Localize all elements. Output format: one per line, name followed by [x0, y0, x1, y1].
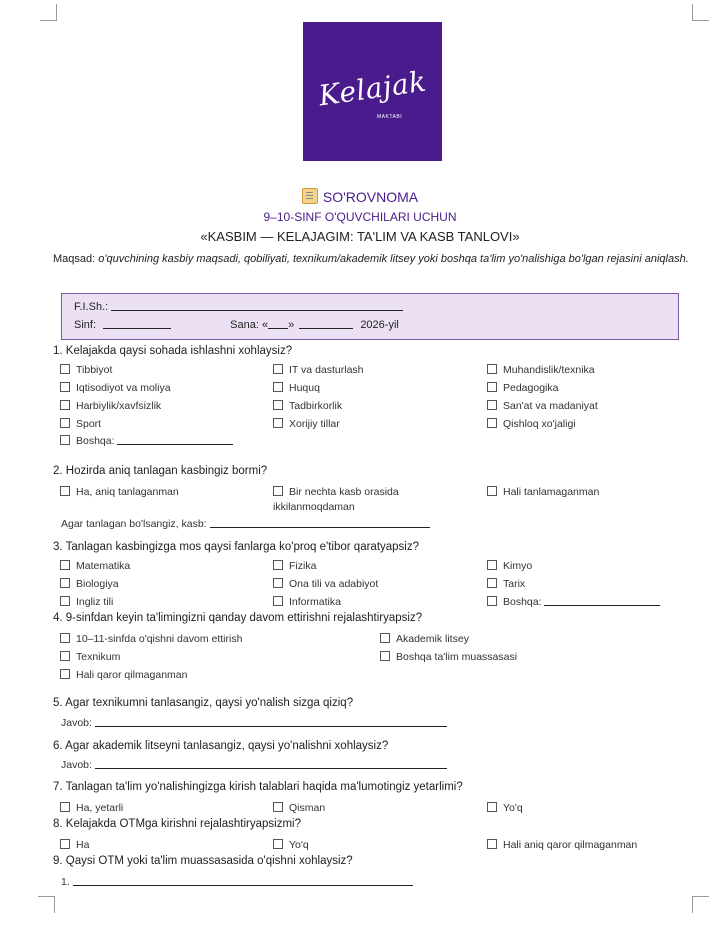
q1-option[interactable]: San'at va madaniyat	[487, 400, 598, 412]
q4-option[interactable]: Boshqa ta'lim muassasasi	[380, 651, 517, 663]
q9-answer: 1.	[61, 876, 413, 888]
crop-mark-bottom-left	[38, 896, 55, 913]
checkbox[interactable]	[380, 651, 390, 661]
class-date-row	[74, 319, 399, 331]
question-7: 7. Tanlagan ta'lim yo'nalishingizga kirish talablari haqida ma'lumotingiz yetarlimi?	[53, 781, 463, 793]
q1-option[interactable]: Xorijiy tillar	[273, 418, 340, 430]
checkbox[interactable]	[273, 486, 283, 496]
checkbox[interactable]	[487, 578, 497, 588]
question-9: 9. Qaysi OTM yoki ta'lim muassasasida o'qishni xohlaysiz?	[53, 855, 353, 867]
question-5: 5. Agar texnikumni tanlasangiz, qaysi yo'nalish sizga qiziq?	[53, 697, 354, 709]
goal-text: o'quvchining kasbiy maqsadi, qobiliyati, texnikum/akademik litsey yoki boshqa ta'lim yo'nalishiga bo'lgan rejasini aniqlash.	[98, 253, 689, 265]
checkbox[interactable]	[487, 382, 497, 392]
logo-wordmark: Kelajak	[316, 64, 429, 113]
checkbox[interactable]	[60, 839, 70, 849]
question-4: 4. 9-sinfdan keyin ta'limingizni qanday davom ettirishni rejalashtiryapsiz?	[53, 612, 423, 624]
q7-option[interactable]: Qisman	[273, 802, 325, 814]
year-label: 2026-yil	[360, 319, 399, 331]
q3-option[interactable]: Fizika	[273, 560, 316, 572]
checkbox[interactable]	[487, 839, 497, 849]
profession-field[interactable]	[210, 527, 430, 528]
checkbox[interactable]	[487, 364, 497, 374]
q1-option-other[interactable]: Boshqa:	[60, 435, 233, 447]
month-field[interactable]	[299, 328, 353, 329]
checkbox[interactable]	[60, 382, 70, 392]
q2-option[interactable]: Hali tanlamaganman	[487, 486, 599, 498]
checkbox[interactable]	[60, 669, 70, 679]
student-info-box	[61, 293, 679, 340]
checkbox[interactable]	[273, 802, 283, 812]
q1-option[interactable]: Iqtisodiyot va moliya	[60, 382, 171, 394]
date-label: Sana: «	[230, 319, 269, 331]
checkbox[interactable]	[273, 560, 283, 570]
q8-option[interactable]: Hali aniq qaror qilmaganman	[487, 839, 637, 851]
checkbox[interactable]	[60, 651, 70, 661]
q1-option[interactable]: Sport	[60, 418, 101, 430]
checkbox[interactable]	[487, 400, 497, 410]
class-field[interactable]	[103, 328, 171, 329]
checkbox[interactable]	[273, 418, 283, 428]
checkbox[interactable]	[380, 633, 390, 643]
q8-option[interactable]: Ha	[60, 839, 89, 851]
q7-option[interactable]: Ha, yetarli	[60, 802, 123, 814]
crop-mark-bottom-right	[692, 896, 709, 913]
checkbox[interactable]	[60, 435, 70, 445]
q4-option[interactable]: Akademik litsey	[380, 633, 469, 645]
q6-answer-field[interactable]	[95, 768, 447, 769]
checkbox[interactable]	[60, 596, 70, 606]
class-label: Sinf:	[74, 319, 97, 331]
goal-label: Maqsad:	[53, 253, 96, 265]
q3-option[interactable]: Ona tili va adabiyot	[273, 578, 378, 590]
day-field[interactable]	[268, 328, 288, 329]
q1-option[interactable]: Harbiylik/xavfsizlik	[60, 400, 161, 412]
checkbox[interactable]	[60, 418, 70, 428]
survey-heading	[0, 188, 720, 205]
q4-option[interactable]: Hali qaror qilmaganman	[60, 669, 187, 681]
kelajak-logo	[303, 22, 442, 161]
q3-option[interactable]: Informatika	[273, 596, 341, 608]
checkbox[interactable]	[60, 486, 70, 496]
q4-option[interactable]: Texnikum	[60, 651, 120, 663]
crop-mark-top-right	[692, 4, 709, 21]
q1-option[interactable]: IT va dasturlash	[273, 364, 364, 376]
q2-option-cont: ikkilanmoqdaman	[273, 501, 355, 513]
memo-icon	[302, 188, 318, 204]
checkbox[interactable]	[273, 364, 283, 374]
goal-paragraph	[53, 252, 693, 267]
question-8: 8. Kelajakda OTMga kirishni rejalashtiryapsizmi?	[53, 818, 301, 830]
other-field[interactable]	[117, 444, 233, 445]
question-6: 6. Agar akademik litseyni tanlasangiz, qaysi yo'nalishni xohlaysiz?	[53, 740, 389, 752]
crop-mark-top-left	[40, 4, 57, 21]
checkbox[interactable]	[487, 486, 497, 496]
other-field[interactable]	[544, 605, 660, 606]
logo-subtext: MAKTABI	[377, 114, 403, 120]
q2-option[interactable]: Bir nechta kasb orasida	[273, 486, 399, 498]
checkbox[interactable]	[487, 418, 497, 428]
q1-option[interactable]: Tadbirkorlik	[273, 400, 342, 412]
q3-option[interactable]: Ingliz tili	[60, 596, 113, 608]
q1-option[interactable]: Qishloq xo'jaligi	[487, 418, 576, 430]
checkbox[interactable]	[487, 802, 497, 812]
checkbox[interactable]	[60, 560, 70, 570]
checkbox[interactable]	[273, 382, 283, 392]
survey-label: SO'ROVNOMA	[322, 189, 419, 205]
fish-field[interactable]	[111, 310, 403, 311]
q2-followup: Agar tanlagan bo'lsangiz, kasb:	[61, 518, 430, 530]
checkbox[interactable]	[273, 400, 283, 410]
q3-option-other[interactable]: Boshqa:	[487, 596, 660, 608]
q7-option[interactable]: Yo'q	[487, 802, 523, 814]
checkbox[interactable]	[487, 596, 497, 606]
q3-option[interactable]: Tarix	[487, 578, 525, 590]
checkbox[interactable]	[60, 364, 70, 374]
document-title: «KASBIM — KELAJAGIM: TA'LIM VA KASB TANLOVI»	[200, 229, 520, 244]
q3-option[interactable]: Biologiya	[60, 578, 119, 590]
q5-answer-field[interactable]	[95, 726, 447, 727]
q3-option[interactable]: Matematika	[60, 560, 130, 572]
checkbox[interactable]	[60, 578, 70, 588]
question-3: 3. Tanlagan kasbingizga mos qaysi fanlarga ko'proq e'tibor qaratyapsiz?	[53, 541, 420, 553]
fish-row	[74, 301, 403, 313]
q3-option[interactable]: Kimyo	[487, 560, 532, 572]
checkbox[interactable]	[60, 400, 70, 410]
q1-option[interactable]: Pedagogika	[487, 382, 558, 394]
q6-answer: Javob:	[61, 759, 447, 771]
date-quote: »	[288, 319, 295, 331]
q2-option[interactable]: Ha, aniq tanlaganman	[60, 486, 179, 498]
checkbox[interactable]	[487, 560, 497, 570]
grade-subtitle: 9–10-SINF O'QUVCHILARI UCHUN	[263, 210, 457, 224]
fish-label: F.I.Sh.:	[74, 301, 109, 313]
q9-answer-field[interactable]	[73, 885, 413, 886]
q8-option[interactable]: Yo'q	[273, 839, 309, 851]
q5-answer: Javob:	[61, 717, 447, 729]
q1-option[interactable]: Muhandislik/texnika	[487, 364, 595, 376]
checkbox[interactable]	[60, 802, 70, 812]
checkbox[interactable]	[273, 578, 283, 588]
checkbox[interactable]	[273, 596, 283, 606]
question-1: 1. Kelajakda qaysi sohada ishlashni xohlaysiz?	[53, 345, 293, 357]
q1-option[interactable]: Huquq	[273, 382, 320, 394]
checkbox[interactable]	[60, 633, 70, 643]
question-2: 2. Hozirda aniq tanlagan kasbingiz bormi?	[53, 465, 268, 477]
checkbox[interactable]	[273, 839, 283, 849]
q4-option[interactable]: 10–11-sinfda o'qishni davom ettirish	[60, 633, 242, 645]
q1-option[interactable]: Tibbiyot	[60, 364, 112, 376]
